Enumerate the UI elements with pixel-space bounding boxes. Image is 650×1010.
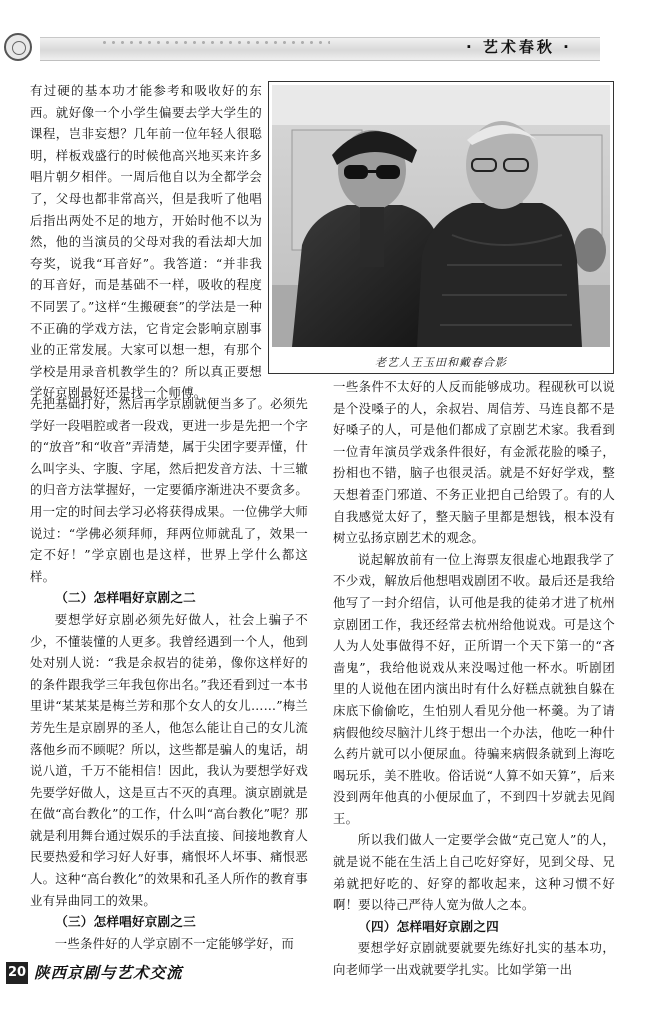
paragraph: 所以我们做人一定要学会做“克己宽人”的人，就是说不能在生活上自己吃好穿好，见到父母、兄弟就把好吃的、好穿的都收起来，这种习惯不好啊！要以待己严待人宽为做人之本。 xyxy=(333,832,615,913)
paragraph: 要想学好京剧必须先好做人，社会上骗子不少，不懂装懂的人更多。我曾经遇到一个人，他到处对别人说：“我是余叔岩的徒弟，像你这样好的的条件跟我学三年我包你出名。”我还看到过一本书里讲“某某某是梅兰芳和那个女人的女儿……”梅兰芳先生是京剧界的圣人，他怎么能让自己的女儿流落他乡而不顾呢？所以，这些都是骗人的鬼话，胡说八道，千万不能相信！因此，我认为要想学好戏先要学好做人，这是亘古不灭的真理。演京剧就是在做“高台教化”的工作，什么叫“高台教化”呢？那就是利用舞台通过娱乐的手法直接、间接地教育人民要热爱和学习好人好事，痛恨坏人坏事、痛恨恶人。这种“高台教化”的效果和孔圣人所作的教育事业有异曲同工的效果。 xyxy=(30,611,308,908)
photo-figure xyxy=(268,81,614,374)
section-title: · 艺术春秋 · xyxy=(466,38,572,56)
photo-caption: 老艺人王玉田和戴春合影 xyxy=(375,356,507,369)
paragraph: 说起解放前有一位上海票友很虚心地跟我学了不少戏，解放后他想唱戏剧团不收。最后还是我给他写了一封介绍信，认可他是我的徒弟才进了杭州京剧团工作，我还经常去杭州给他说戏。可是这个人为人处事做得不好，正所谓一个天下第一的“吝啬鬼”，我给他说戏从来没喝过他一杯水。听剧团里的人说他在团内演出时有什么好糕点就独自躲在床底下偷偷吃，生怕别人看见分他一杯羹。为了请病假他绞尽脑汁儿终于想出一个办法，他吃一种什么药片就可以小便尿血。待骗来病假条就到上海吃喝玩乐，美不胜收。俗话说“人算不如天算”，后来没到两年他真的小便尿血了，不到四十岁就去见阎王。 xyxy=(333,551,615,826)
section-heading: （四）怎样唱好京剧之四 xyxy=(358,918,499,934)
section-heading: （三）怎样唱好京剧之三 xyxy=(55,914,196,930)
paragraph: 一些条件好的人学京剧不一定能够学好，而 xyxy=(54,935,295,951)
section-heading: （二）怎样唱好京剧之二 xyxy=(55,590,196,606)
header-dot-pattern xyxy=(100,38,330,50)
paragraph: 有过硬的基本功才能参考和吸收好的东西。就好像一个小学生偏要去学大学生的课程，岂非妄想？几年前一位年轻人很聪明，样板戏盛行的时候他高兴地买来许多唱片朝夕相伴。一周后他自以为全都学会了，父母也都非常高兴，但是我听了他唱后指出两处不足的地方，开始时他不以为然，他的当演员的父母对我的看法却大加夸奖，说我“耳音好”。我答道：“并非我的耳音好，而是基础不一样，吸收的程度不同罢了。”这样“生搬硬套”的学法是一种不正确的学戏方法，它肯定会影响京剧事业的正常发展。大家可以想一想，有那个学校是用录音机教学生的？所以真正要想学好京剧最好还是找一个师傅。 xyxy=(30,83,262,401)
paragraph: 要想学好京剧就要就要先练好扎实的基本功，向老师学一出戏就要学扎实。比如学第一出 xyxy=(333,940,615,978)
journal-logo-icon xyxy=(4,33,32,61)
paragraph: 先把基础打好，然后再学京剧就便当多了。必须先学好一段唱腔或者一段戏，更进一步是先把一个字的“放音”和“收音”弄清楚，属于尖团字要弄懂，什么叫字头、字腹、字尾，然后把发音方法、十三辙的归音方法掌握好，一定要循序渐进决不要贪多。用一定的时间去学习必将获得成果。一位佛学大师说过：“学佛必须拜师，拜两位师就乱了，效果一定不好！”学京剧也是这样，世界上学什么都这样。 xyxy=(30,396,308,584)
page-footer xyxy=(6,962,606,984)
journal-name: 陕西京剧与艺术交流 xyxy=(34,963,183,982)
page-number: 20 xyxy=(6,962,28,984)
paragraph: 一些条件不太好的人反而能够成功。程砚秋可以说是个没嗓子的人，余叔岩、周信芳、马连良都不是好嗓子的人，可是他们都成了京剧艺术家。我看到一位青年演员学戏条件很好，有金派花脸的嗓子，扮相也不错，脑子也很灵活。就是不好好学戏，整天想着歪门邪道、不务正业把自己给毁了。有的人自我感觉太好了，整天脑子里都是想钱，根本没有树立弘扬京剧艺术的观念。 xyxy=(333,379,615,546)
page-header xyxy=(0,0,650,70)
column-right-bottom xyxy=(333,376,615,981)
column-left-top xyxy=(30,80,262,404)
column-left-bottom xyxy=(30,393,308,954)
photo-image xyxy=(272,85,610,347)
